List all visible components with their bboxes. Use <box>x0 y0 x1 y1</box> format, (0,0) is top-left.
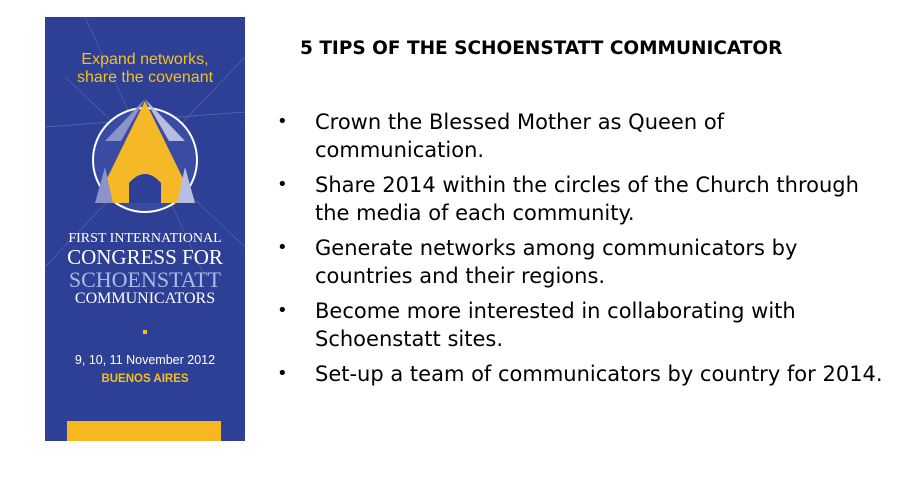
tip-text: Generate networks among communicators by countries and their regions. <box>315 236 798 288</box>
bullet-icon: • <box>277 300 288 321</box>
slide-title: 5 TIPS OF THE SCHOENSTATT COMMUNICATOR <box>300 38 783 59</box>
list-item <box>275 234 895 290</box>
tip-text: Become more interested in collaborating with Schoenstatt sites. <box>315 299 796 351</box>
congress-banner <box>45 17 245 441</box>
banner-congress-line2: CONGRESS FOR <box>67 245 223 269</box>
banner-tagline-line1: Expand networks, <box>81 51 209 68</box>
list-item <box>275 360 895 388</box>
list-item <box>275 108 895 164</box>
banner-dot <box>143 330 147 334</box>
bullet-icon: • <box>277 174 288 195</box>
list-item <box>275 171 895 227</box>
banner-congress-line3: SCHOENSTATT <box>68 267 222 292</box>
banner-yellow-bar <box>67 421 221 441</box>
tip-text: Crown the Blessed Mother as Queen of communication. <box>315 110 725 162</box>
banner-tagline-line2: share the covenant <box>76 69 214 86</box>
tip-text: Share 2014 within the circles of the Church through the media of each community. <box>315 173 859 225</box>
list-item <box>275 297 895 353</box>
banner-congress-line4: COMMUNICATORS <box>74 290 216 307</box>
bullet-icon: • <box>277 363 288 384</box>
bullet-icon: • <box>277 111 288 132</box>
tips-list <box>275 108 895 395</box>
shrine-triangle-logo-icon <box>93 99 197 212</box>
banner-congress-line1: FIRST INTERNATIONAL <box>68 231 222 246</box>
bullet-icon: • <box>277 237 288 258</box>
tip-text: Set-up a team of communicators by country for 2014. <box>315 362 883 386</box>
banner-dates: 9, 10, 11 November 2012 <box>74 353 216 367</box>
banner-city: BUENOS AIRES <box>101 373 189 385</box>
